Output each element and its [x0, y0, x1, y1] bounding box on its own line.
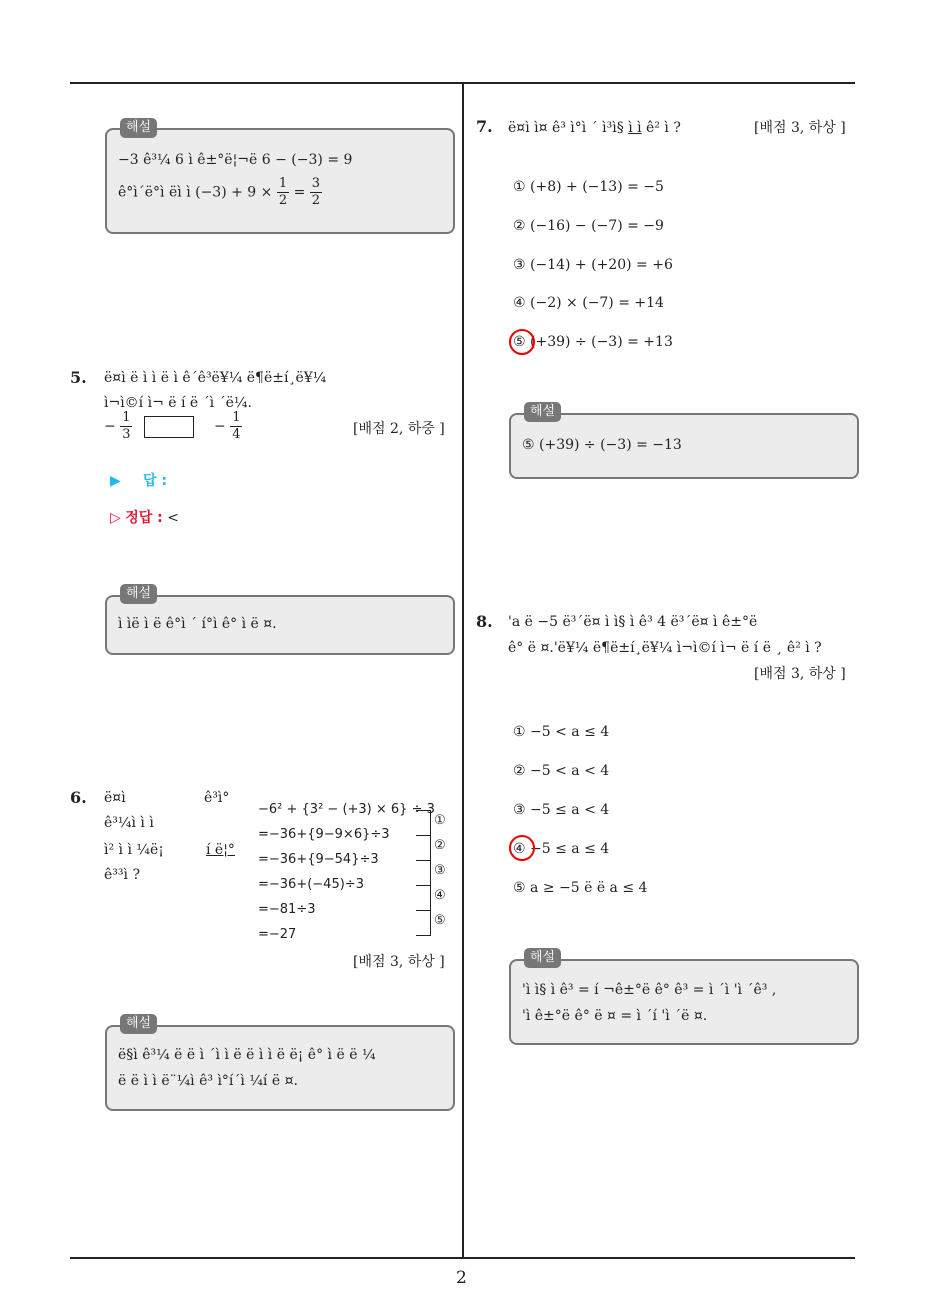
explanation-line: ë ë ì ì ë¨¼ì ê³ ì°í´ì ¼í ë ¤. [118, 1073, 298, 1089]
explanation-line: ë§ì ê³¼ ë ë ì ´ì ì ë ë ì ì ë ë¡ ê° ì ë ë ¼ [118, 1047, 376, 1063]
step-label: ⑤ [434, 913, 446, 928]
option-4[interactable]: ④ −5 ≤ a ≤ 4 [513, 841, 610, 857]
column-divider [462, 82, 464, 1259]
step-label: ③ [434, 863, 446, 878]
explanation-tag: 해설 [524, 948, 561, 968]
step-bracket [416, 885, 431, 911]
question-number: 7. [476, 117, 493, 136]
explanation-line: ê°ì´ë°ì ëì ì (−3) + 9 × $\frac{1}{2}$ = $\frac{3}{2}$ [118, 176, 321, 208]
question-text: ê° ë ¤.'ë¥¼ ë¶ë±í¸ë¥¼ ì¬ì©í ì¬ ë í ë ¸ ê² ì ? [508, 640, 822, 656]
fraction: $\frac{1}{2}$ [278, 176, 288, 208]
explanation-tag: 해설 [524, 402, 561, 422]
answer-line [110, 471, 167, 491]
explanation-tag: 해설 [120, 584, 157, 604]
play-icon: ▶ [110, 473, 121, 489]
explanation-line: −3 ê³¼ 6 ì ê±°ë¦¬ë 6 − (−3) = 9 [118, 152, 353, 168]
option-5[interactable]: ⑤ a ≥ −5 ë ë a ≤ 4 [513, 880, 648, 896]
step-label: ④ [434, 888, 446, 903]
question-number: 6. [70, 788, 87, 807]
option-4[interactable]: ④ (−2) × (−7) = +14 [513, 295, 664, 311]
explanation-line: 'ì ì§ ì ê³ = í ¬ê±°ë ê° ê³ = ì ´ì 'ì ´ê³ , [522, 982, 777, 998]
bottom-rule [70, 1257, 855, 1259]
option-3[interactable]: ③ −5 ≤ a < 4 [513, 802, 610, 818]
calc-line: =−81÷3 [258, 902, 316, 917]
question-text: ë¤ì ë ì ì ë ì ê´ê³ë¥¼ ë¶ë±í¸ë¥¼ [104, 370, 327, 386]
outline-triangle-icon: ▷ [110, 510, 121, 526]
page-number: 2 [456, 1268, 467, 1288]
left-fraction: − $\frac{1}{3}$ [104, 410, 131, 442]
question-text: ì¬ì©í ì¬ ë í ë ´ì ´ë¼. [104, 395, 252, 411]
question-text: ê³¼ì ì ì [104, 815, 154, 831]
explanation-tag: 해설 [120, 118, 157, 138]
option-3[interactable]: ③ (−14) + (+20) = +6 [513, 257, 673, 273]
answer-circle-icon [509, 835, 535, 861]
explanation-line: ì ìë ì ë ê°ì ´ í°ì ê° ì ë ¤. [118, 616, 277, 632]
option-2[interactable]: ② (−16) − (−7) = −9 [513, 218, 664, 234]
fraction: $\frac{3}{2}$ [311, 176, 321, 208]
question-text: ë¤ì ì¤ ê³ ì°ì ´ ì³ì§ ì ì ê² ì ? [508, 120, 681, 136]
calc-line: =−36+{9−54}÷3 [258, 852, 379, 867]
option-2[interactable]: ② −5 < a < 4 [513, 763, 610, 779]
question-text: 'a ë −5 ë³´ë¤ ì ì§ ì ê³ 4 ë³´ë¤ ì ê±°ë [508, 614, 758, 630]
option-5[interactable]: ⑤ (+39) ÷ (−3) = +13 [513, 334, 673, 350]
correct-value: < [167, 510, 179, 526]
answer-circle-icon [509, 329, 535, 355]
step-bracket [416, 835, 431, 861]
score: [배점 2, 하중 ] [353, 421, 445, 437]
calc-line: =−36+(−45)÷3 [258, 877, 364, 892]
step-label: ① [434, 813, 446, 828]
step-bracket [416, 810, 431, 836]
answer-label: 답 : [143, 473, 168, 489]
option-1[interactable]: ① (+8) + (−13) = −5 [513, 179, 664, 195]
correct-answer-line [110, 508, 179, 528]
explanation-line: 'ì ê±°ë ê° ë ¤ = ì ´í 'ì ´ë ¤. [522, 1008, 708, 1024]
score: [배점 3, 하상 ] [754, 666, 846, 682]
question-text: ê³³ì ? [104, 867, 140, 883]
question-number: 5. [70, 368, 87, 387]
calc-line: =−36+{9−9×6}÷3 [258, 827, 390, 842]
right-fraction: − $\frac{1}{4}$ [214, 410, 241, 442]
step-bracket [416, 860, 431, 886]
score: [배점 3, 하상 ] [754, 120, 846, 136]
explanation-box [105, 1025, 455, 1111]
question-text: ë¤ì [104, 790, 126, 806]
question-text: í ë¦° [206, 842, 235, 858]
question-text: ê³ì° [204, 790, 230, 806]
question-number: 8. [476, 612, 493, 631]
explanation-line: ⑤ (+39) ÷ (−3) = −13 [522, 437, 682, 453]
option-1[interactable]: ① −5 < a ≤ 4 [513, 724, 610, 740]
question-text: ì² ì ì ¼ë¡ [104, 842, 164, 858]
score: [배점 3, 하상 ] [353, 954, 445, 970]
calc-line: −6² + {3² − (+3) × 6} ÷ 3 [258, 802, 435, 817]
correct-label: 정답 : [125, 510, 163, 526]
explanation-tag: 해설 [120, 1014, 157, 1034]
calc-line: =−27 [258, 927, 297, 942]
explanation-box [509, 959, 859, 1045]
step-bracket [416, 910, 431, 936]
step-label: ② [434, 838, 446, 853]
answer-blank[interactable] [144, 416, 194, 438]
